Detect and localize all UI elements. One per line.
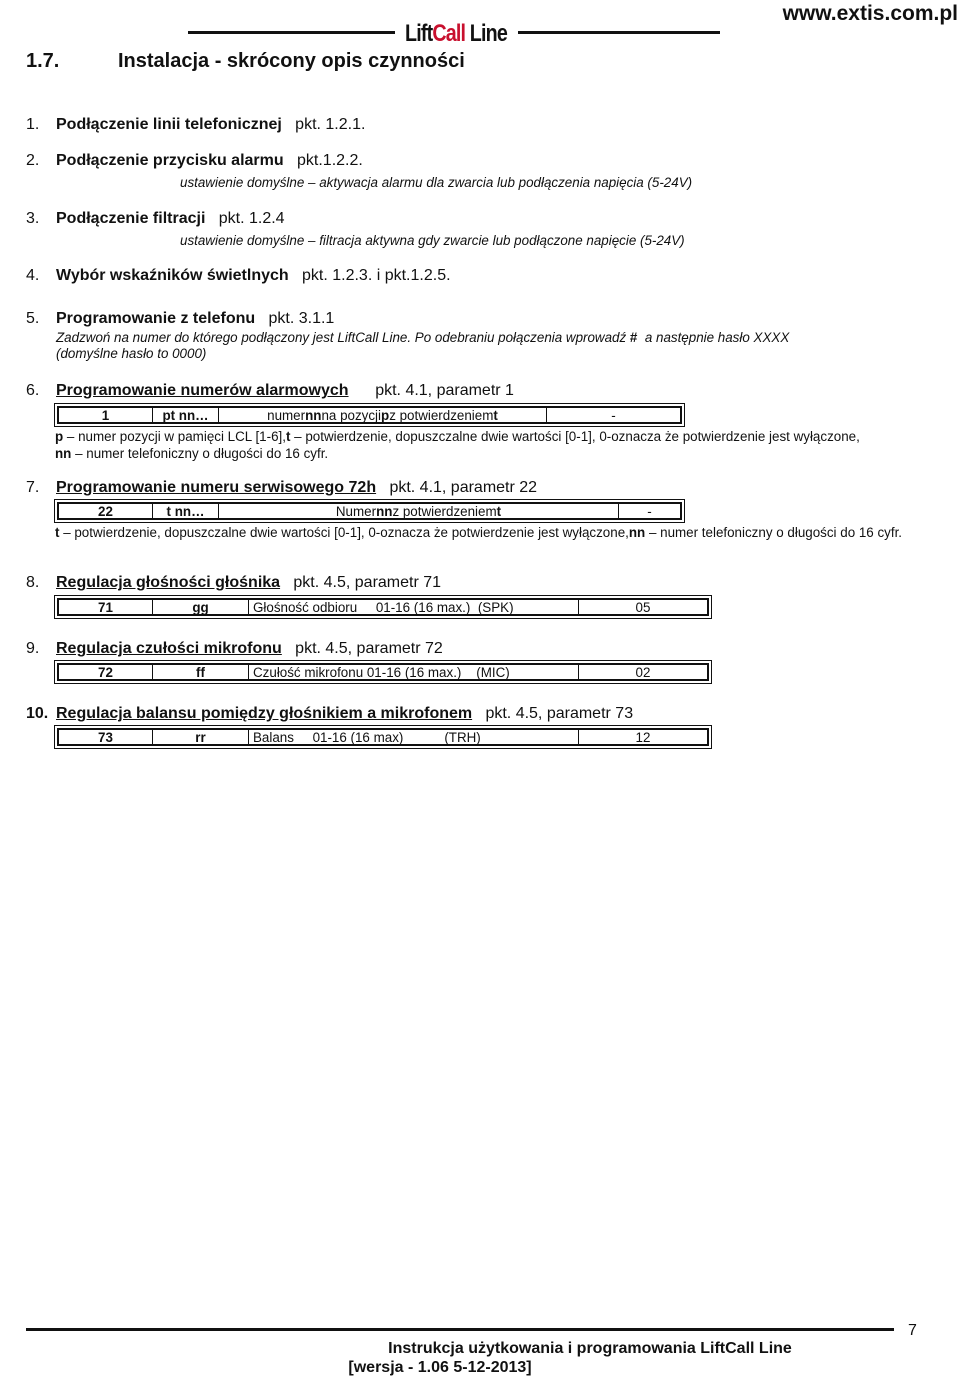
table-cell: Czułość mikrofonu 01-16 (16 max.) (MIC): [249, 665, 579, 679]
table-cell: -: [647, 503, 652, 519]
item-note: Zadzwoń na numer do którego podłączony jest LiftCall Line. Po odebraniu połączenia wprowadź # a następnie hasło XXXX: [56, 330, 790, 345]
table-cell: gg: [153, 600, 249, 614]
table-cell: Balans 01-16 (16 max) (TRH): [249, 730, 579, 744]
table-cell: Numer nn z potwierdzeniem t: [219, 504, 619, 518]
item-note: ustawienie domyślne – aktywacja alarmu dla zwarcia lub podłączenia napięcia (5-24V): [180, 175, 693, 190]
footer-rule: [26, 1328, 894, 1331]
param-table-1: [54, 403, 685, 427]
param-description: p – numer pozycji w pamięci LCL [1-6],t – potwierdzenie, dopuszczalne dwie wartości [0-1], 0-oznacza że potwierdzenie jest wyłączone, nn – numer telefoniczny o długości do 16 cyfr.: [55, 429, 860, 461]
table-cell: rr: [153, 730, 249, 744]
list-item: 10. Regulacja balansu pomiędzy głośnikiem a mikrofonem pkt. 4.5, parametr 73: [26, 705, 634, 722]
param-table-73: [54, 725, 712, 749]
page-number: 7: [908, 1322, 917, 1339]
list-item: 1. Podłączenie linii telefonicznej pkt. 1.2.1.: [26, 116, 366, 133]
table-cell: 71: [59, 600, 153, 614]
list-item: 6. Programowanie numerów alarmowych pkt. 4.1, parametr 1: [26, 382, 514, 399]
table-cell: t nn…: [153, 504, 219, 518]
list-item: 5. Programowanie z telefonu pkt. 3.1.1: [26, 310, 335, 327]
table-cell: 02: [635, 664, 651, 680]
page-title: 1.7. Instalacja - skrócony opis czynności: [26, 50, 465, 72]
header-rule-left: [188, 31, 395, 34]
list-item: 8. Regulacja głośności głośnika pkt. 4.5, parametr 71: [26, 574, 442, 591]
table-cell: 1: [59, 408, 153, 422]
footer-title: Instrukcja użytkowania i programowania LiftCall Line: [388, 1340, 792, 1357]
header-rule-right: [518, 31, 720, 34]
table-cell: 22: [59, 504, 153, 518]
param-description: t – potwierdzenie, dopuszczalne dwie wartości [0-1], 0-oznacza że potwierdzenie jest wyłączone,nn – numer telefoniczny o długości do 16 cyfr.: [55, 525, 903, 540]
table-cell: Głośność odbioru 01-16 (16 max.) (SPK): [249, 600, 579, 614]
header-url: www.extis.com.pl: [782, 2, 958, 25]
list-item: 4. Wybór wskaźników świetlnych pkt. 1.2.3. i pkt.1.2.5.: [26, 267, 451, 284]
table-cell: pt nn…: [153, 408, 219, 422]
list-item: 2. Podłączenie przycisku alarmu pkt.1.2.2.: [26, 152, 363, 169]
param-table-72: [54, 660, 712, 684]
logo: LiftCall Line: [405, 20, 507, 47]
list-item: 7. Programowanie numeru serwisowego 72h pkt. 4.1, parametr 22: [26, 479, 538, 496]
table-cell: 05: [635, 599, 651, 615]
param-table-71: [54, 595, 712, 619]
table-cell: 12: [635, 729, 651, 745]
table-cell: 73: [59, 730, 153, 744]
list-item: 9. Regulacja czułości mikrofonu pkt. 4.5, parametr 72: [26, 640, 443, 657]
table-cell: -: [611, 407, 616, 423]
param-table-22: [54, 499, 685, 523]
footer-version: [wersja - 1.06 5-12-2013]: [348, 1359, 532, 1376]
table-cell: 72: [59, 665, 153, 679]
item-note: ustawienie domyślne – filtracja aktywna gdy zwarcie lub podłączone napięcie (5-24V): [180, 233, 685, 248]
table-cell: numer nn na pozycji p z potwierdzeniem t: [219, 408, 547, 422]
table-cell: ff: [153, 665, 249, 679]
item-note: (domyślne hasło to 0000): [56, 346, 207, 361]
list-item: 3. Podłączenie filtracji pkt. 1.2.4: [26, 210, 285, 227]
